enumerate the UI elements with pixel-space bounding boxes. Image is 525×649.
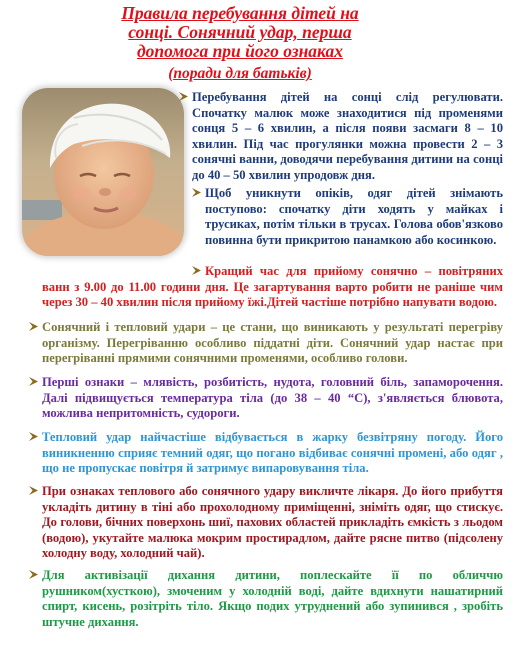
title-line-1: Правила перебування дітей на <box>121 3 359 23</box>
arrow-bullet-icon <box>29 322 38 331</box>
paragraph-5 <box>42 375 503 422</box>
paragraph-text: Перебування дітей на сонці слід регулювати. Спочатку малюк може знаходитися під променями сонця 5 – 6 хвилин, а після появи засмаги 8 – 10 хвилин. Під час прогулянки можна провести 2 – 3 сонячні ванни, доводячи перебування дитини на сонці до 40 – 50 хвилин упродовж дня. <box>192 90 503 182</box>
paragraph-text: При ознаках теплового або сонячного удару викличте лікаря. До його прибуття укладіть дитину в тіні або прохолодному приміщенні, зніміть одяг, що стискує. До голови, бічних поверхонь шиї, пахових областей прикладіть ємкість з льодом (водою), укутайте малюка мокрим простирадлом, дайте рясне питво (підсолену холодну воду, холодний чай). <box>42 484 503 561</box>
paragraph-4 <box>42 320 503 367</box>
arrow-bullet-icon <box>179 92 188 101</box>
child-with-headscarf-photo <box>22 88 184 256</box>
paragraph-8 <box>42 568 503 630</box>
child-photo <box>22 88 184 256</box>
arrow-bullet-icon <box>29 432 38 441</box>
paragraph-text: Для активізації дихання дитини, поплескайте її по обличчю рушником(хусткою), змоченим у холодній воді, дайте вдихнути нашатирний спирт, кисень, розітріть тіло. Якщо подих утруднений або зупинився , зробіть штучне дихання. <box>42 568 503 629</box>
paragraph-text: Тепловий удар найчастіше відбувається в жарку безвітряну погоду. Його виникненню сприяє темний одяг, що погано відбиває сонячні промені, або одяг , що не пропускає повітря й затримує випаровування тіла. <box>42 430 503 476</box>
paragraph-text: Сонячний і тепловий удари – це стани, що виникають у результаті перегріву організму. Перегріванню особливо піддатні діти. Сонячний удар настає при перегріванні прямими сонячними променями, особливо голови. <box>42 320 503 366</box>
paragraph-1 <box>192 90 503 184</box>
paragraph-2 <box>205 186 503 248</box>
paragraph-3 <box>42 264 503 311</box>
paragraph-text: Щоб уникнути опіків, одяг дітей знімають поступово: спочатку діти ходять у майках і трусиках, потім тільки в трусах. Голова обов'язково повинна бути прикритою панамкою або косинкою. <box>205 186 503 247</box>
paragraph-text: Кращий час для прийому сонячно – повітряних ванн з 9.00 до 11.00 години дня. Це загартування варто робити не раніше чим через 30 – 40 хвилин після прийому їжі.Дітей частіше потрібно напувати водою. <box>42 264 503 310</box>
title-line-3: допомога при його ознаках <box>137 41 343 61</box>
arrow-bullet-icon <box>29 570 38 579</box>
paragraph-7 <box>42 484 503 562</box>
arrow-bullet-icon <box>192 266 201 275</box>
title-line-2: сонці. Сонячний удар, перша <box>128 22 352 42</box>
arrow-bullet-icon <box>29 377 38 386</box>
arrow-bullet-icon <box>192 188 201 197</box>
paragraph-6 <box>42 430 503 477</box>
paragraph-text: Перші ознаки – млявість, розбитість, нудота, головний біль, запаморочення. Далі підвищується температура тіла (до 38 – 40 “С), з'являється блювота, можлива непритомність, судороги. <box>42 375 503 421</box>
page-title <box>60 4 420 61</box>
page-subtitle: (поради для батьків) <box>168 65 312 82</box>
arrow-bullet-icon <box>29 486 38 495</box>
